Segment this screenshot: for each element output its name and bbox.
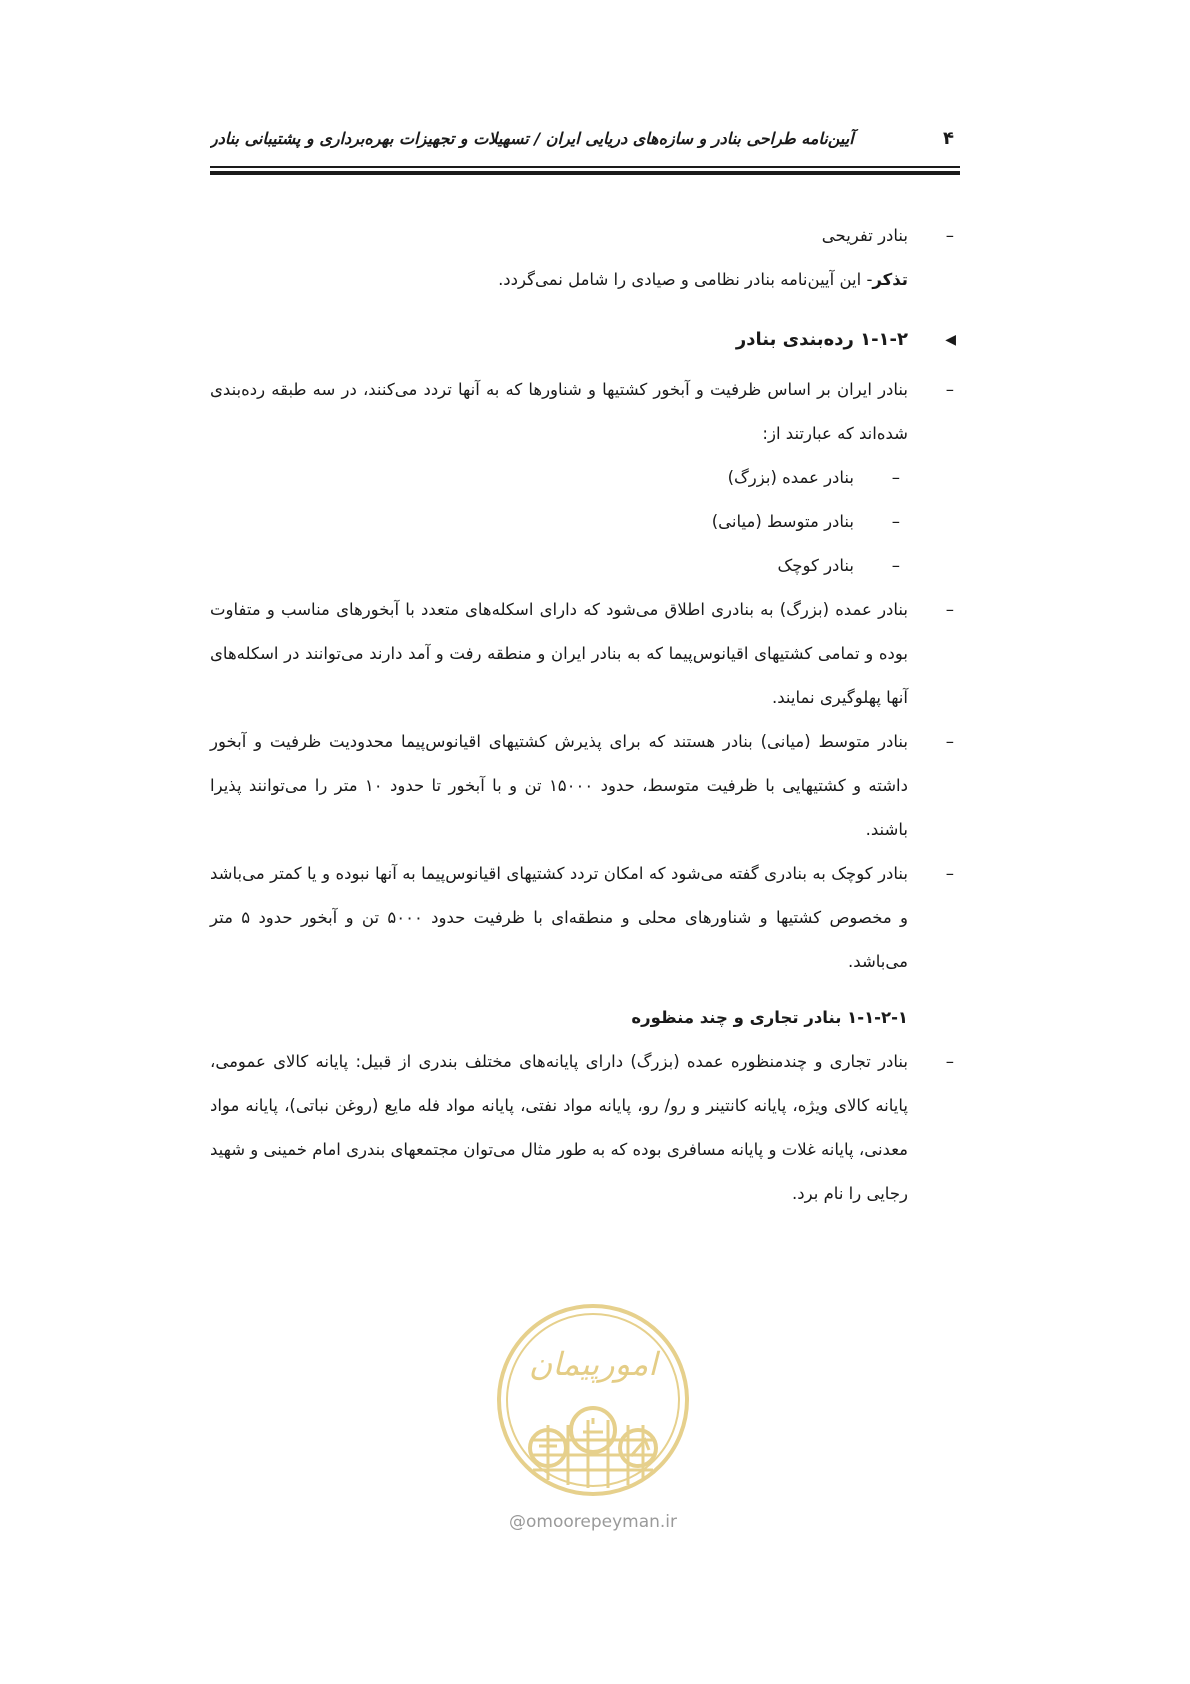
list-item: – بنادر کوچک به بنادری گفته می‌شود که امکان تردد کشتیهای اقیانوس‌پیما به آنها نبوده و یا کمتر می‌باشد و مخصوص کشتیها و شناورهای محلی و منطقه‌ای با ظرفیت حدود ۵۰۰۰ تن و آبخور حدود ۵ متر می‌باشد. <box>210 852 960 984</box>
list-item: – بنادر تفریحی <box>210 214 960 258</box>
list-item: – بنادر متوسط (میانی) بنادر هستند که برای پذیرش کشتیهای اقیانوس‌پیما محدودیت ظرفیت و آبخور داشته و کشتیهایی با ظرفیت متوسط، حدود ۱۵۰۰۰ تن و با آبخور تا حدود ۱۰ متر را می‌توانند پذیرا باشند. <box>210 720 960 852</box>
list-item: – بنادر عمده (بزرگ) به بنادری اطلاق می‌شود که دارای اسکله‌های متعدد با آبخورهای مناسب و متفاوت بوده و تمامی کشتیهای اقیانوس‌پیما که به بنادر ایران و منطقه رفت و آمد دارند می‌توانند در اسکله‌های آنها پهلوگیری نمایند. <box>210 588 960 720</box>
sub-list-item: – بنادر کوچک <box>210 544 960 588</box>
sub-list-item: – بنادر متوسط (میانی) <box>210 500 960 544</box>
note-text: - این آیین‌نامه بنادر نظامی و صیادی را شامل نمی‌گردد. <box>498 270 873 289</box>
section-heading <box>210 318 960 362</box>
page-number: ۴ <box>943 128 954 149</box>
note-label: تذکر <box>872 270 908 289</box>
subsection-heading: ۱-۱-۲-۱ بنادر تجاری و چند منظوره <box>631 1008 908 1027</box>
list-item: – بنادر ایران بر اساس ظرفیت و آبخور کشتیها و شناورها که به آنها تردد می‌کنند، در سه طبقه رده‌بندی شده‌اند که عبارتند از: <box>210 368 960 456</box>
watermark-logo-text: امورپیمان <box>528 1345 658 1383</box>
watermark-url: @omoorepeyman.ir <box>508 1512 678 1532</box>
watermark-outer-ring <box>499 1306 687 1494</box>
building-icon <box>583 1418 603 1432</box>
sub-list-item: – بنادر عمده (بزرگ) <box>210 456 960 500</box>
running-title: آیین‌نامه طراحی بنادر و سازه‌های دریایی ایران / تسهیلات و تجهیزات بهره‌برداری و پشتیبانی بنادر <box>210 129 854 148</box>
section-heading-text: ۱-۱-۲ رده‌بندی بنادر <box>735 329 908 350</box>
header-rule <box>210 166 960 176</box>
note <box>210 258 960 302</box>
watermark-logo <box>493 1300 693 1500</box>
body-text <box>210 214 960 1216</box>
triangle-marker-icon: ◀ <box>945 332 956 348</box>
header-rule-thick <box>210 171 960 175</box>
running-header <box>210 128 960 158</box>
list-item: – بنادر تجاری و چندمنظوره عمده (بزرگ) دارای پایانه‌های مختلف بندری از قبیل: پایانه کالای عمومی، پایانه کالای ویژه، پایانه کانتینر و رو/ رو، پایانه مواد نفتی، پایانه مواد فله مایع (روغن نباتی)، پایانه مواد معدنی، پایانه غلات و پایانه مسافری بوده که به طور مثال می‌توان مجتمعهای بندری امام خمینی و شهید رجایی را نام برد. <box>210 1040 960 1216</box>
header-rule-thin <box>210 166 960 168</box>
